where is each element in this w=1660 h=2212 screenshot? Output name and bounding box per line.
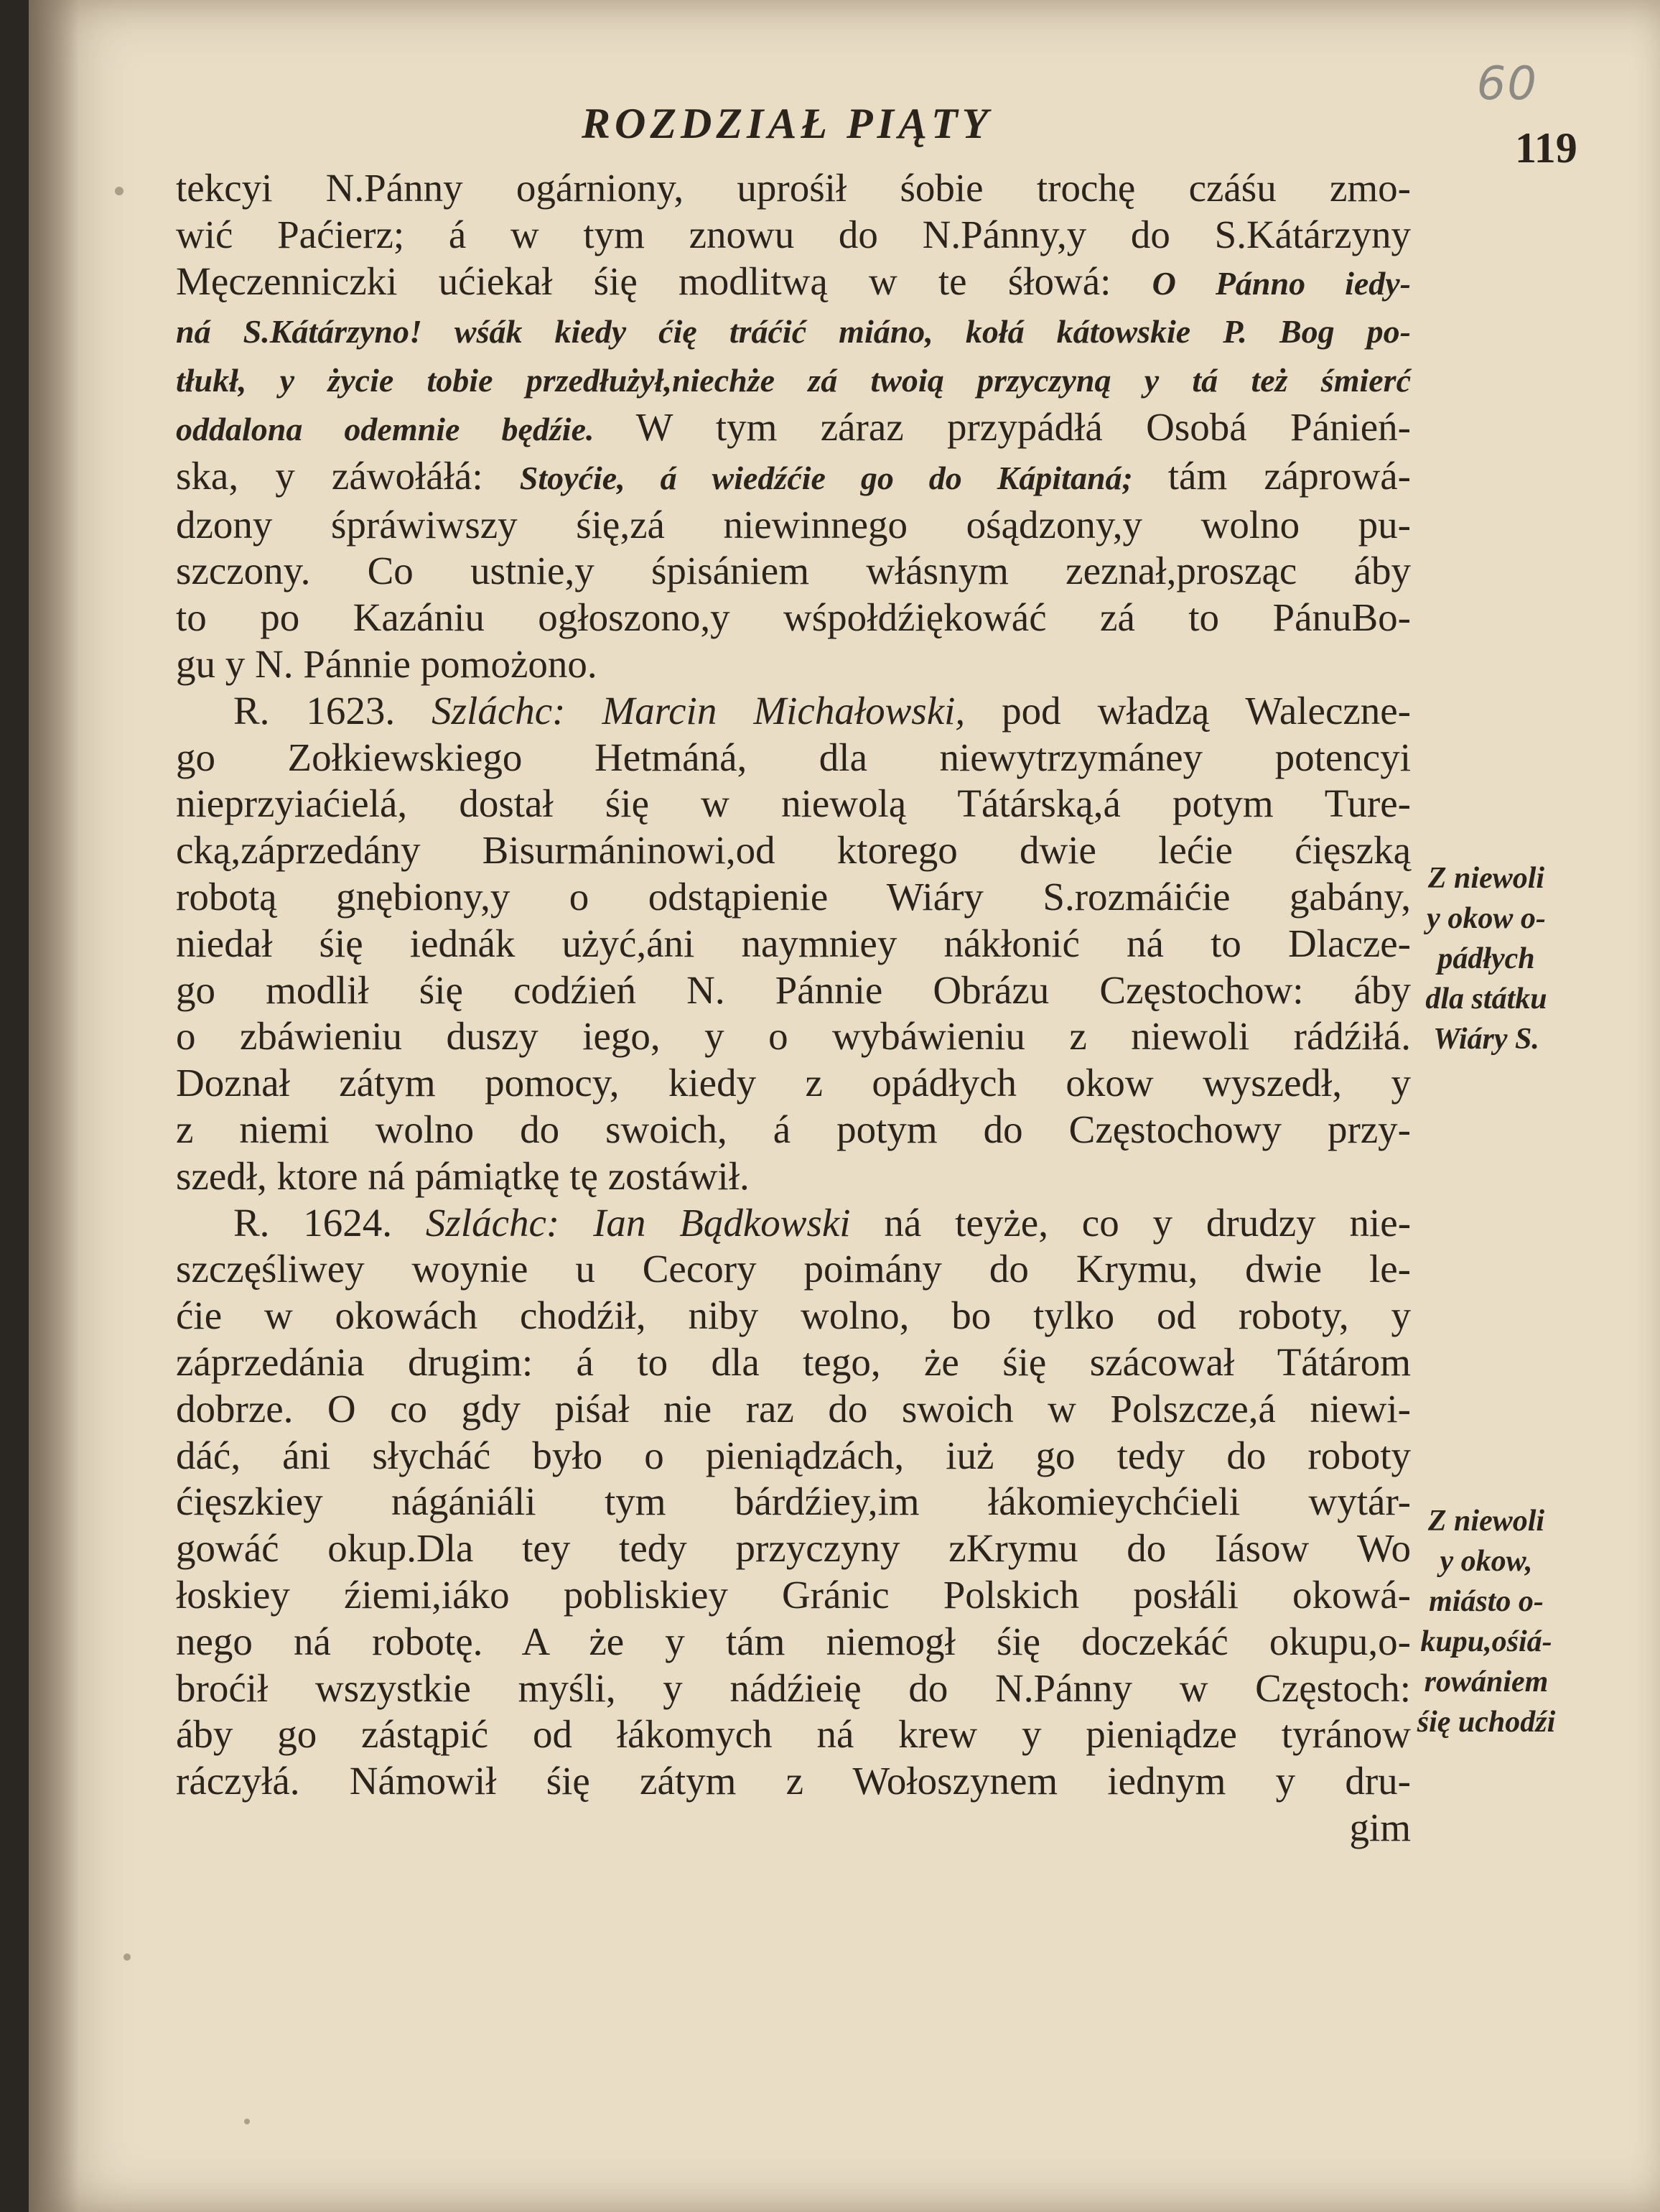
- margin-note-line: śię uchodźi: [1417, 1706, 1556, 1739]
- text-line: [176, 921, 1411, 967]
- text-segment: Stoyćie, á wiedźćie go do Kápitaná;: [519, 459, 1168, 496]
- pencil-folio-number: 60: [1476, 57, 1538, 111]
- margin-note-line: Wiáry S.: [1433, 1023, 1539, 1056]
- text-line: [176, 1246, 1411, 1293]
- text-segment: to po Kazániu ogłoszono,y wśpołdźiękowáć zá to PánuBo-: [176, 595, 1411, 640]
- text-segment: áby go zástąpić od łákomych ná krew y pieniądze tyránow: [176, 1712, 1411, 1757]
- text-segment: gowáć okup.Dla tey tedy przyczyny zKrymu do Iásow Wo: [176, 1526, 1411, 1571]
- text-line: [176, 688, 1411, 735]
- text-line: [176, 1433, 1411, 1479]
- text-line: [176, 1153, 1411, 1200]
- text-line: [176, 1572, 1411, 1619]
- text-line: [176, 165, 1411, 212]
- text-line: [176, 1386, 1411, 1433]
- text-segment: Męczenniczki ućiekał śię modlitwą w te śłowá:: [176, 259, 1152, 303]
- text-segment: dobrze. O co gdy piśał nie raz do swoich w Polszcze,á niewi-: [176, 1386, 1411, 1431]
- text-line: [176, 212, 1411, 259]
- text-segment: pod władzą Waleczne-: [1002, 688, 1411, 733]
- text-line: [176, 595, 1411, 641]
- running-head: ROZDZIAŁ PIĄTY: [582, 100, 993, 147]
- text-line: [176, 735, 1411, 781]
- text-line: [176, 1013, 1411, 1060]
- text-line: [176, 453, 1411, 502]
- text-segment: tekcyi N.Pánny ogárniony, uprośił śobie trochę czáśu zmo-: [176, 166, 1411, 210]
- text-line: [176, 1200, 1411, 1247]
- text-segment: z niemi wolno do swoich, á potym do Częstochowy przy-: [176, 1107, 1411, 1151]
- ink-spot: [123, 1953, 131, 1961]
- text-segment: záprzedánia drugim: á to dla tego, że śię szácował Tátárom: [176, 1339, 1411, 1384]
- text-segment: łoskiey źiemi,iáko pobliskiey Gránic Polskich posłáli okowá-: [176, 1572, 1411, 1617]
- text-segment: ná teyże, co y drudzy nie-: [884, 1200, 1412, 1245]
- margin-note-1: [1411, 858, 1562, 1059]
- margin-note-line: y okow o-: [1427, 902, 1546, 935]
- margin-note-line: dla státku: [1425, 982, 1547, 1016]
- text-segment: nieprzyiaćielá, dostał śię w niewolą Tátárską,á potym Ture-: [176, 781, 1411, 826]
- text-segment: go Zołkiewskiego Hetmáná, dla niewytrzymáney potencyi: [176, 735, 1411, 779]
- text-line: [176, 967, 1411, 1014]
- text-segment: Doznał zátym pomocy, kiedy z opádłych okow wyszedł, y: [176, 1061, 1411, 1105]
- margin-note-line: rowániem: [1424, 1665, 1549, 1698]
- ink-spot: [115, 187, 123, 195]
- text-line: [176, 1711, 1411, 1758]
- text-segment: cką,záprzedány Bisurmáninowi,od ktorego dwie lećie ćięszką: [176, 828, 1411, 873]
- text-segment: dzony śpráwiwszy śię,zá niewinnego ośądzony,y wolno pu-: [176, 502, 1411, 547]
- text-segment: niedał śię iednák użyć,áni naymniey nákłonić ná to Dlacze-: [176, 921, 1411, 965]
- text-segment: ná S.Kátárzyno! wśák kiedy ćię tráćić miáno, kołá kátowskie P. Bog po-: [176, 313, 1411, 350]
- catchword: gim: [1349, 1805, 1411, 1849]
- ink-spot: [244, 2119, 250, 2124]
- text-line: [176, 1293, 1411, 1339]
- text-segment: ćięszkiey nágániáli tym bárdźiey,im łákomieychćieli wytár-: [176, 1479, 1411, 1524]
- margin-note-line: Z niewoli: [1427, 862, 1545, 895]
- text-segment: Szláchc: Marcin Michałowski,: [432, 688, 1002, 733]
- text-segment: szczęśliwey woynie u Cecory poimány do Krymu, dwie le-: [176, 1247, 1411, 1291]
- text-line: [176, 1619, 1411, 1665]
- text-segment: wić Paćierz; á w tym znowu do N.Pánny,y do S.Kátárzyny: [176, 212, 1411, 256]
- margin-note-line: Z niewoli: [1427, 1505, 1545, 1538]
- text-segment: R. 1624.: [233, 1200, 426, 1245]
- text-line: [176, 1525, 1411, 1572]
- text-line: [176, 259, 1411, 307]
- text-line: [176, 502, 1411, 549]
- text-segment: szedł, ktore ná pámiątkę tę zostáwił.: [176, 1153, 750, 1198]
- text-segment: nego ná robotę. A że y tám niemogł śię doczekáć okupu,o-: [176, 1619, 1411, 1663]
- text-segment: R. 1623.: [233, 688, 432, 733]
- body-text: [176, 165, 1411, 1851]
- text-segment: robotą gnębiony,y o odstąpienie Wiáry S.rozmáićie gabány,: [176, 874, 1411, 919]
- margin-note-2: [1411, 1501, 1562, 1742]
- text-segment: tám záprowá-: [1167, 453, 1411, 498]
- text-line: [176, 307, 1411, 356]
- text-line: [176, 781, 1411, 827]
- text-segment: ráczyłá. Námowił śię zátym z Wołoszynem iednym y dru-: [176, 1759, 1411, 1803]
- text-segment: gu y N. Pánnie pomożono.: [176, 641, 597, 686]
- text-line: [176, 356, 1411, 404]
- text-segment: tłukł, y życie tobie przedłużył,niechże zá twoią przyczyną y tá też śmierć: [176, 362, 1411, 399]
- text-segment: go modlił śię codźień N. Pánnie Obrázu Częstochow: áby: [176, 967, 1411, 1012]
- page-number: 119: [1515, 124, 1577, 172]
- text-line: [176, 641, 1411, 688]
- margin-note-line: y okow,: [1440, 1545, 1533, 1578]
- margin-note-line: kupu,ośiá-: [1420, 1625, 1552, 1658]
- text-segment: oddalona odemnie będźie.: [176, 410, 636, 447]
- text-segment: ćie w okowách chodźił, niby wolno, bo tylko od roboty, y: [176, 1293, 1411, 1338]
- margin-note-line: miásto o-: [1429, 1585, 1544, 1618]
- text-line: [176, 874, 1411, 921]
- text-line: [176, 1107, 1411, 1153]
- text-segment: broćił wszystkie myśli, y nádźieię do N.Pánny w Częstoch:: [176, 1665, 1411, 1710]
- text-line: [176, 827, 1411, 874]
- text-segment: W tym záraz przypádłá Osobá Pánień-: [635, 404, 1411, 449]
- text-line: [176, 1479, 1411, 1525]
- text-line: [176, 1339, 1411, 1386]
- text-segment: O Pánno iedy-: [1152, 264, 1411, 302]
- margin-note-line: pádłych: [1437, 942, 1535, 975]
- text-line: [176, 1060, 1411, 1107]
- text-segment: Szláchc: Ian Bądkowski: [425, 1200, 885, 1245]
- text-line: [176, 548, 1411, 595]
- text-line: [176, 1758, 1411, 1805]
- book-page: [29, 0, 1660, 2212]
- text-line: [176, 1665, 1411, 1712]
- text-line: [176, 404, 1411, 453]
- text-segment: ska, y záwołáłá:: [176, 453, 520, 498]
- binding-gutter-shadow: [29, 0, 79, 2212]
- text-segment: o zbáwieniu duszy iego, y o wybáwieniu z niewoli rádźiłá.: [176, 1014, 1411, 1059]
- text-segment: szczony. Co ustnie,y śpisániem włásnym zeznał,prosząc áby: [176, 549, 1411, 593]
- text-segment: dáć, áni słycháć było o pieniądzách, iuż go tedy do roboty: [176, 1433, 1411, 1477]
